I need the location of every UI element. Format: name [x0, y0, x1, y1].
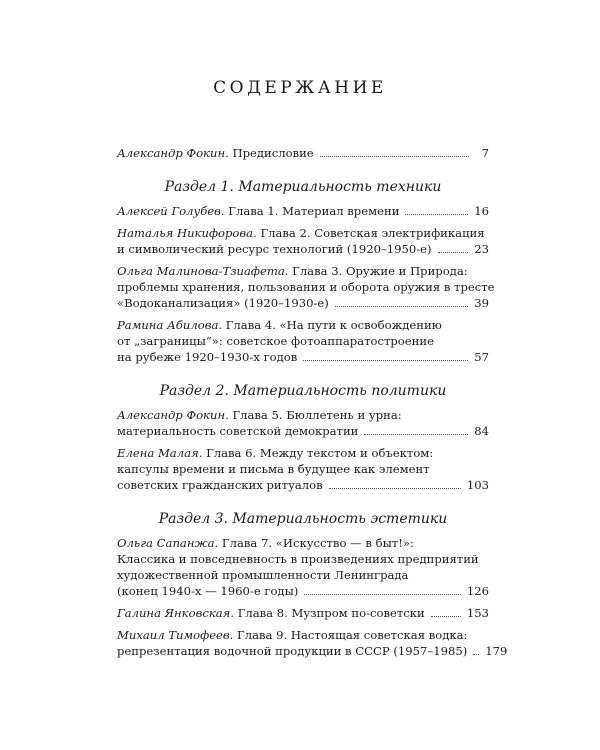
- toc-entry-line: [117, 263, 489, 279]
- toc-entry-title: Глава 7. «Искусство — в быт!»:: [221, 536, 414, 550]
- toc-entry-line: [117, 241, 489, 257]
- toc-title: СОДЕРЖАНИЕ: [213, 78, 387, 98]
- toc-entry-author: Александр Фокин.: [117, 146, 229, 160]
- toc-entry-author: Ольга Сапанжа.: [117, 536, 219, 550]
- toc-entry-text: [117, 407, 402, 423]
- dot-leader: [473, 654, 479, 655]
- toc-entry-line: [117, 445, 489, 461]
- toc-entry-line: [117, 317, 489, 333]
- toc-entry-text: [117, 349, 297, 365]
- toc-entry-line: [117, 295, 489, 311]
- toc-entry-line: [117, 551, 489, 567]
- toc-entry-line: [117, 225, 489, 241]
- toc-entry-title: Глава 9. Настоящая советская водка:: [237, 628, 468, 642]
- toc-entry-line: [117, 349, 489, 365]
- toc-entry-title: Предисловие: [232, 146, 314, 160]
- toc-page-number: 23: [474, 242, 489, 256]
- toc-entry-text: [117, 295, 329, 311]
- dot-leader: [405, 214, 468, 215]
- dot-leader: [364, 434, 468, 435]
- toc-page-number: 84: [474, 424, 489, 438]
- toc-entry-text: [117, 535, 414, 551]
- toc-entry-title: «Водоканализация» (1920–1930-е): [117, 296, 329, 310]
- toc-entry-text: [117, 445, 433, 461]
- toc-entry-line: [117, 461, 489, 477]
- toc-entry-text: [117, 627, 467, 643]
- dot-leader: [320, 156, 469, 157]
- toc-entry-title: советских гражданских ритуалов: [117, 478, 323, 492]
- toc-page-number: 153: [466, 606, 489, 620]
- toc-entry-text: [117, 583, 298, 599]
- toc-entry: [117, 535, 489, 599]
- dot-leader: [335, 306, 468, 307]
- toc-entry-title: капсулы времени и письма в будущее как элемент: [117, 462, 430, 476]
- toc-entry-text: [117, 279, 495, 295]
- toc-entry-author: Рамина Абилова.: [117, 318, 223, 332]
- toc-entry: [117, 445, 489, 493]
- toc-entry-title: Глава 5. Бюллетень и урна:: [232, 408, 402, 422]
- toc-entry-text: [117, 225, 485, 241]
- dot-leader: [329, 488, 461, 489]
- toc-entry-line: [117, 567, 489, 583]
- toc-entry: [117, 605, 489, 621]
- toc-entry-text: [117, 423, 358, 439]
- toc-entry-line: [117, 279, 495, 295]
- toc-page-number: 103: [466, 478, 489, 492]
- toc-entry-line: [117, 627, 489, 643]
- toc-entry-text: [117, 263, 468, 279]
- toc-entry-line: [117, 203, 489, 219]
- toc-entry-line: [117, 477, 489, 493]
- dot-leader: [431, 616, 461, 617]
- toc-entry-title: на рубеже 1920–1930-х годов: [117, 350, 298, 364]
- toc-entry-line: [117, 605, 489, 621]
- toc-entry: [117, 317, 489, 365]
- toc-entry-text: [117, 477, 323, 493]
- section-heading: Раздел 3. Материальность эстетики: [158, 511, 448, 527]
- toc-entry-text: [117, 567, 408, 583]
- table-of-contents: [117, 145, 508, 665]
- toc-page-number: 7: [481, 146, 489, 160]
- toc-entry: [117, 627, 508, 659]
- toc-entry-title: художественной промышленности Ленинграда: [117, 568, 409, 582]
- toc-entry-title: Глава 8. Музпром по-советски: [237, 606, 425, 620]
- toc-entry: [117, 145, 489, 161]
- toc-entry-text: [117, 461, 430, 477]
- toc-entry-author: Наталья Никифорова.: [117, 226, 257, 240]
- toc-entry-line: [117, 643, 508, 659]
- toc-entry-text: [117, 203, 399, 219]
- toc-entry-line: [117, 423, 489, 439]
- toc-entry-author: Михаил Тимофеев.: [117, 628, 234, 642]
- toc-entry-line: [117, 583, 489, 599]
- toc-entry-title: Классика и повседневность в произведениях предприятий: [117, 552, 479, 566]
- toc-page-number: 39: [474, 296, 489, 310]
- toc-entry-title: Глава 6. Между текстом и объектом:: [206, 446, 434, 460]
- section-heading: Раздел 1. Материальность техники: [164, 179, 442, 195]
- toc-entry-text: [117, 317, 442, 333]
- toc-entry-author: Галина Янковская.: [117, 606, 235, 620]
- toc-entry-text: [117, 643, 467, 659]
- dot-leader: [304, 594, 461, 595]
- toc-entry-line: [117, 333, 489, 349]
- toc-page-number: 179: [485, 644, 508, 658]
- toc-entry-text: [117, 241, 432, 257]
- toc-entry-line: [117, 535, 489, 551]
- toc-entry: [117, 225, 489, 257]
- toc-entry-title: Глава 3. Оружие и Природа:: [292, 264, 468, 278]
- dot-leader: [303, 360, 468, 361]
- toc-entry: [117, 203, 489, 219]
- toc-entry-title: Глава 1. Материал времени: [228, 204, 400, 218]
- dot-leader: [438, 252, 469, 253]
- toc-entry-text: [117, 605, 425, 621]
- toc-page-number: 57: [474, 350, 489, 364]
- toc-entry-title: материальность советской демократии: [117, 424, 359, 438]
- toc-entry: [117, 407, 489, 439]
- toc-entry-line: [117, 407, 489, 423]
- toc-entry-title: Глава 4. «На пути к освобождению: [225, 318, 442, 332]
- toc-entry: [117, 263, 495, 311]
- toc-entry-title: проблемы хранения, пользования и оборота оружия в тресте: [117, 280, 495, 294]
- toc-entry-text: [117, 551, 479, 567]
- toc-page-number: 126: [466, 584, 489, 598]
- toc-entry-line: [117, 145, 489, 161]
- toc-entry-title: Глава 2. Советская электрификация: [260, 226, 485, 240]
- toc-entry-title: репрезентация водочной продукции в СССР (1957–1985): [117, 644, 468, 658]
- toc-entry-title: и символический ресурс технологий (1920–1950-е): [117, 242, 432, 256]
- toc-entry-text: [117, 333, 434, 349]
- toc-entry-text: [117, 145, 314, 161]
- toc-entry-author: Ольга Малинова-Тзиафета.: [117, 264, 289, 278]
- toc-entry-title: (конец 1940-х — 1960-е годы): [117, 584, 299, 598]
- toc-entry-author: Александр Фокин.: [117, 408, 229, 422]
- section-heading: Раздел 2. Материальность политики: [159, 383, 447, 399]
- toc-entry-author: Елена Малая.: [117, 446, 203, 460]
- toc-entry-title: от „заграницы“»: советское фотоаппаратостроение: [117, 334, 434, 348]
- toc-entry-author: Алексей Голубев.: [117, 204, 225, 218]
- toc-page-number: 16: [474, 204, 489, 218]
